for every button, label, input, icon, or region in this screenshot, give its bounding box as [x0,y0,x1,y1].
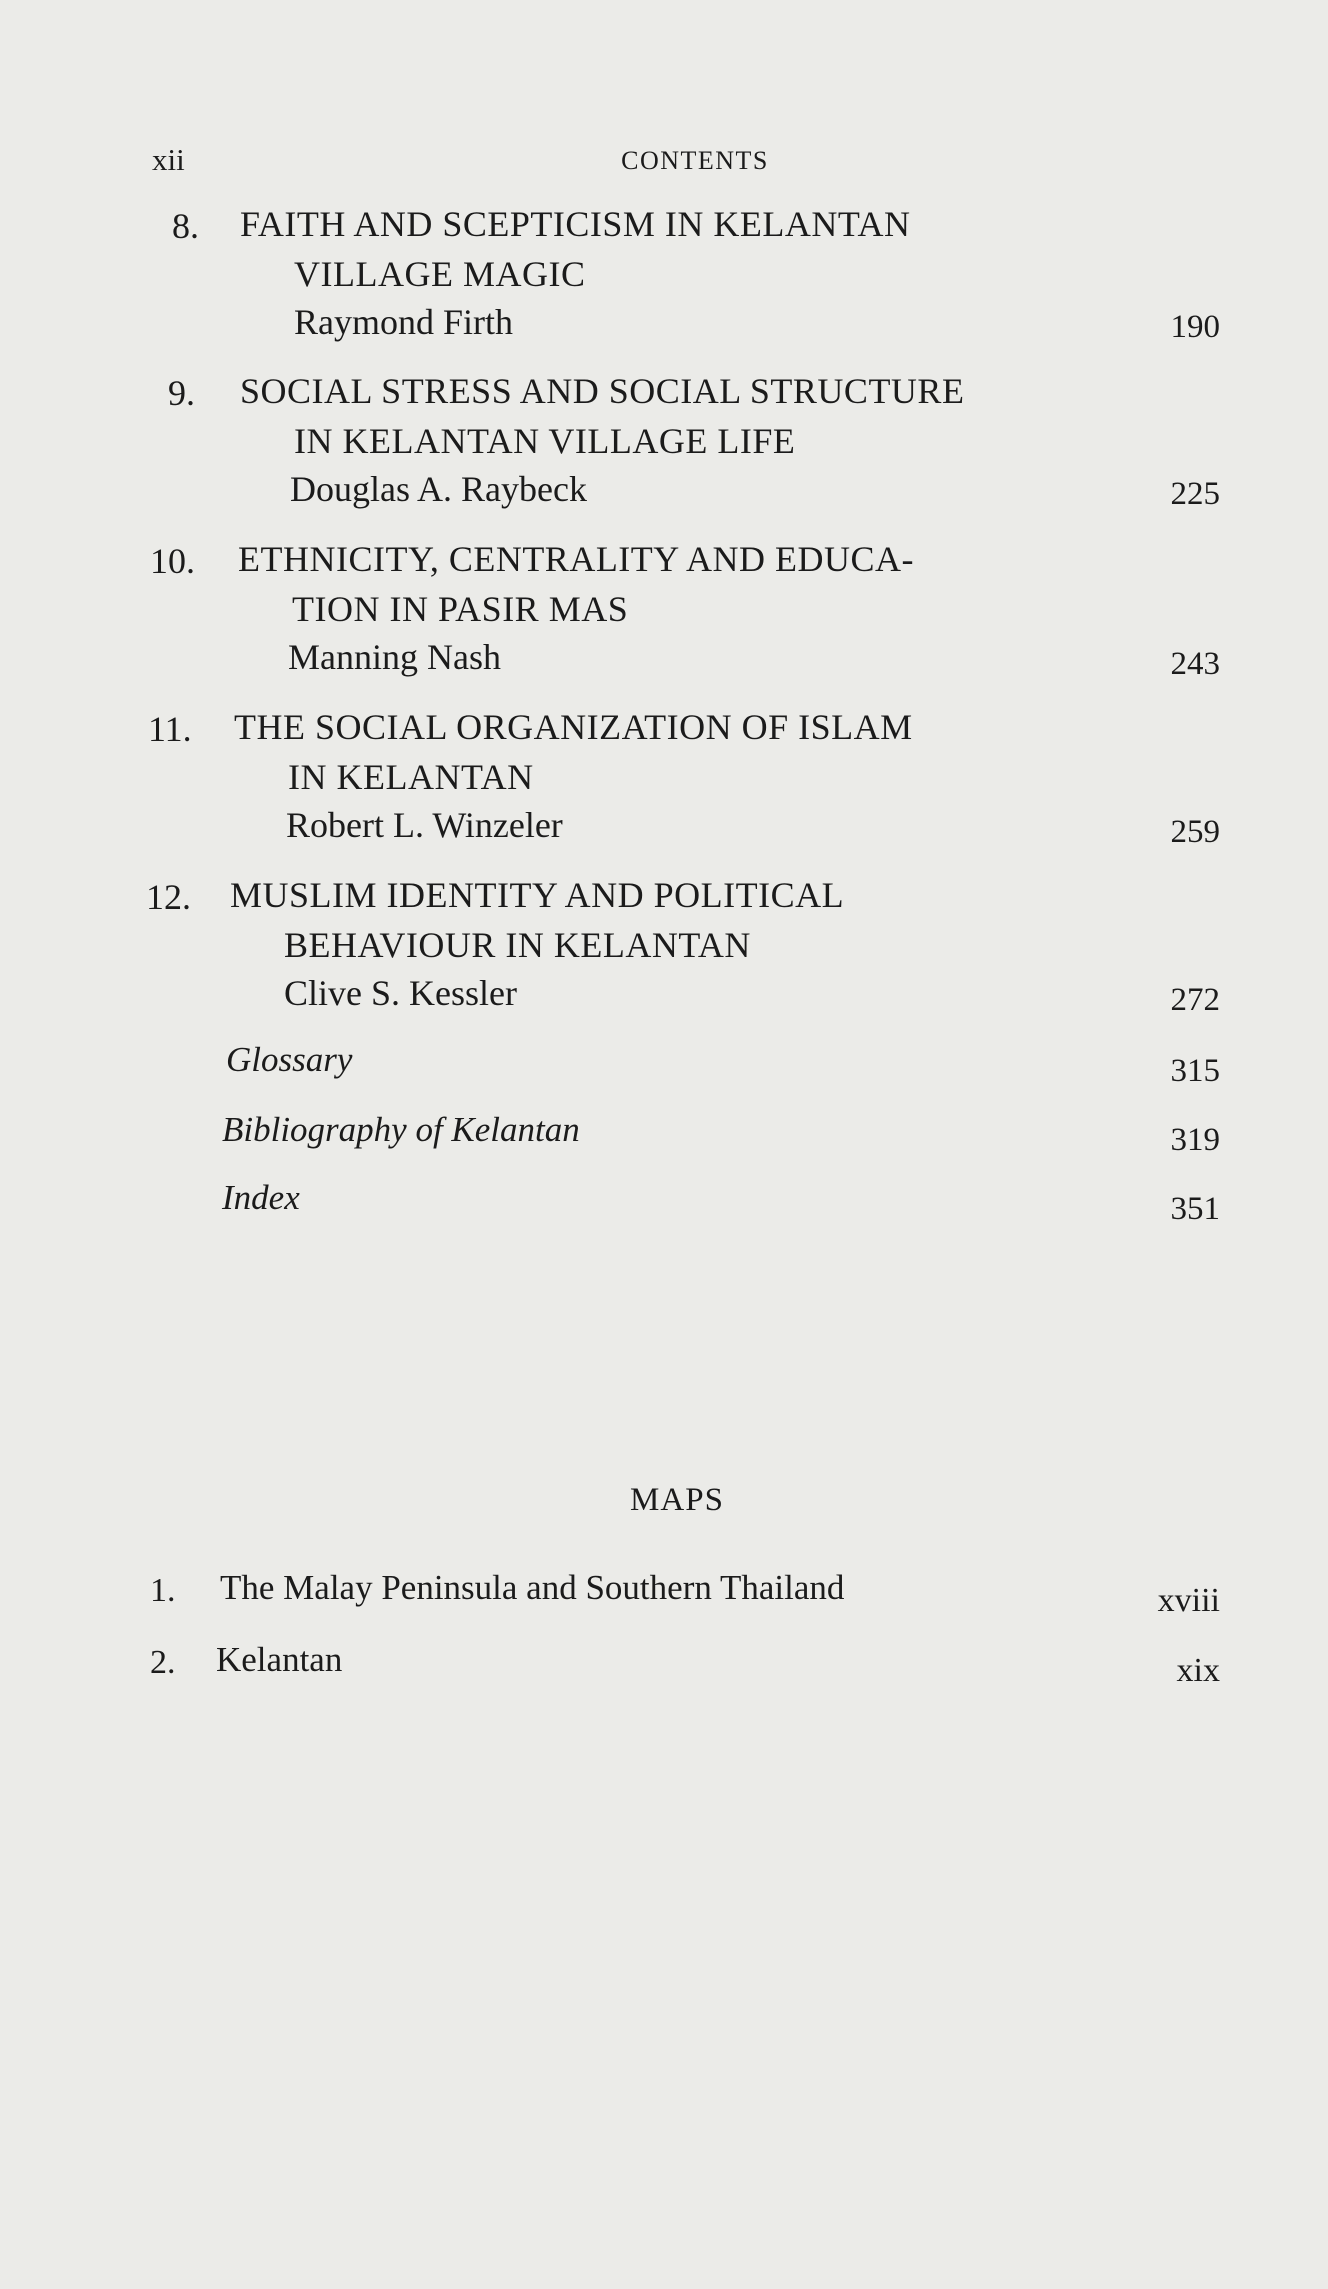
bibliography-page-number: 319 [1170,1122,1220,1158]
chapter-title-line: FAITH AND SCEPTICISM IN KELANTAN [240,204,911,244]
maps-heading: MAPS [630,1482,724,1518]
chapter-title [230,870,844,970]
chapter-author: Clive S. Kessler [284,973,517,1013]
map-page-number: xviii [1157,1582,1220,1619]
chapter-title-line: IN KELANTAN VILLAGE LIFE [294,421,796,461]
chapter-page-number: 259 [1170,814,1220,850]
chapter-title [240,199,910,299]
chapter-number: 8. [172,206,199,246]
chapter-number: 12. [146,877,191,917]
bibliography-entry: Bibliography of Kelantan [222,1110,580,1149]
map-number: 2. [150,1644,176,1681]
glossary-page-number: 315 [1170,1053,1220,1089]
chapter-title-line: VILLAGE MAGIC [294,254,586,294]
map-page-number: xix [1176,1652,1220,1689]
chapter-number: 11. [148,709,192,749]
chapter-title [238,534,914,634]
chapter-page-number: 243 [1170,646,1220,682]
chapter-title-line: SOCIAL STRESS AND SOCIAL STRUCTURE [240,371,965,411]
chapter-title [240,366,964,466]
chapter-author: Manning Nash [288,637,501,677]
chapter-page-number: 272 [1170,982,1220,1018]
chapter-title-line: BEHAVIOUR IN KELANTAN [284,925,751,965]
chapter-author: Douglas A. Raybeck [290,469,587,509]
map-number: 1. [150,1572,176,1609]
chapter-page-number: 190 [1170,309,1220,345]
map-label: The Malay Peninsula and Southern Thailand [220,1568,845,1607]
index-entry: Index [222,1178,300,1217]
running-head: CONTENTS [621,146,769,175]
chapter-title-line: TION IN PASIR MAS [292,589,629,629]
chapter-author: Robert L. Winzeler [286,805,563,845]
chapter-title [234,702,913,802]
glossary-entry: Glossary [226,1040,353,1079]
map-label: Kelantan [216,1640,343,1679]
chapter-number: 9. [168,373,195,413]
chapter-number: 10. [150,541,195,581]
chapter-title-line: MUSLIM IDENTITY AND POLITICAL [230,875,845,915]
chapter-title-line: ETHNICITY, CENTRALITY AND EDUCA- [238,539,914,579]
chapter-title-line: IN KELANTAN [288,757,534,797]
chapter-page-number: 225 [1170,476,1220,512]
chapter-author: Raymond Firth [294,302,514,342]
chapter-title-line: THE SOCIAL ORGANIZATION OF ISLAM [234,707,913,747]
index-page-number: 351 [1170,1191,1220,1227]
page-folio: xii [152,142,185,177]
